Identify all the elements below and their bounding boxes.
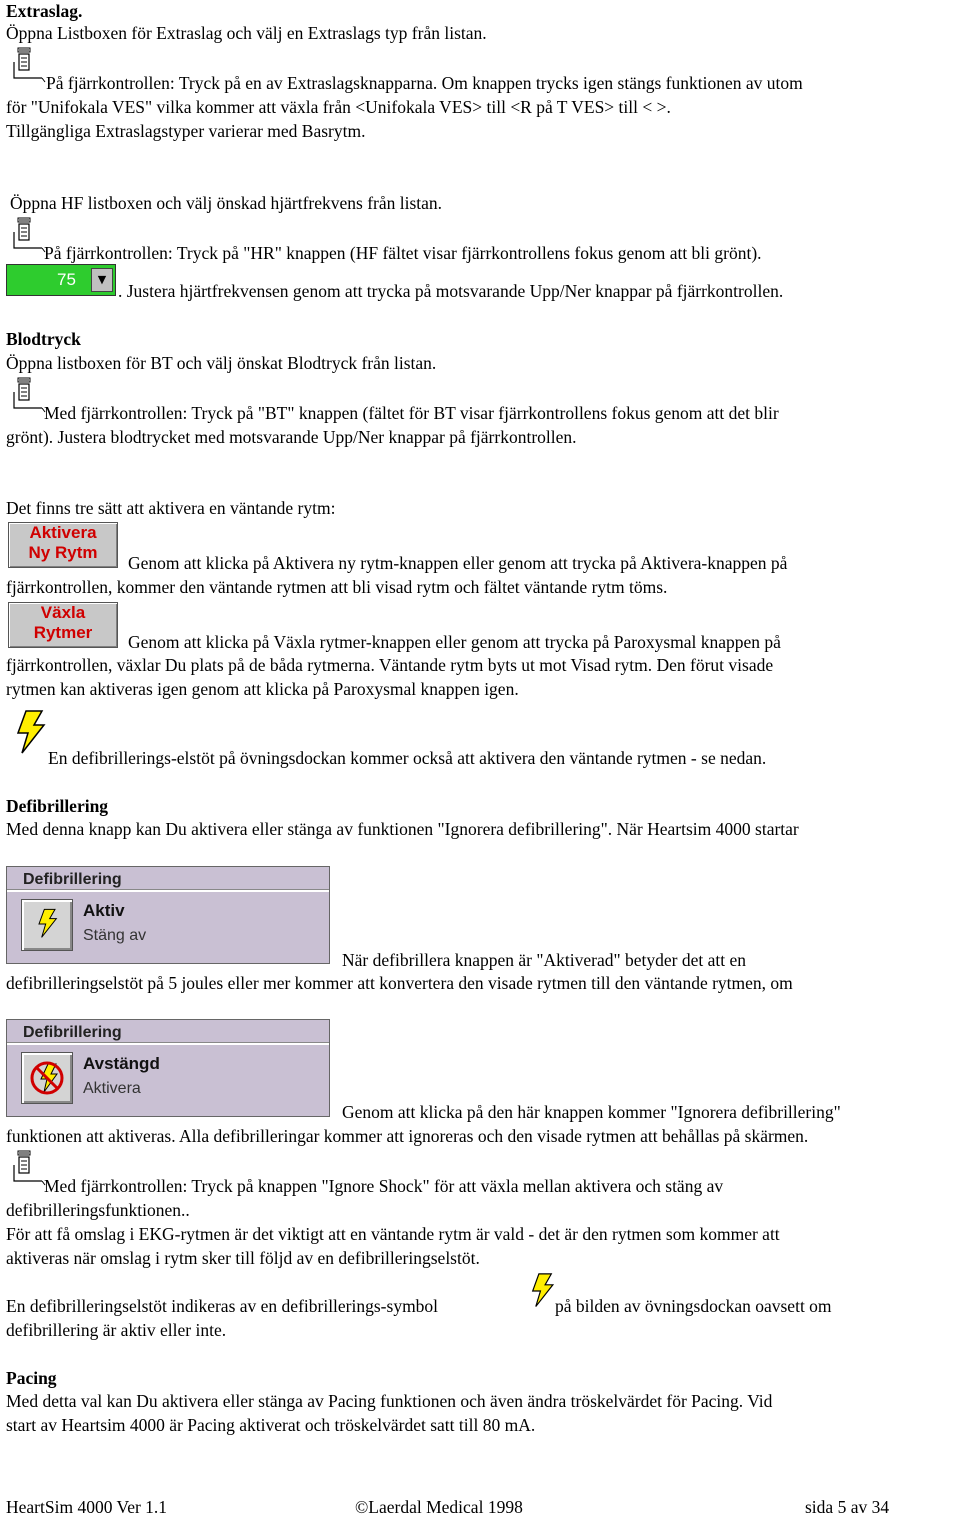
chevron-down-icon[interactable]: ▼ — [91, 268, 113, 292]
panel-action-label: Stäng av — [83, 927, 147, 944]
after-panel2-line2: funktionen att aktiveras. Alla defibrilleringar kommer att ignoreras och den visade rytmen att behållas på skärmen. — [6, 1126, 809, 1146]
rytm-intro: Det finns tre sätt att aktivera en väntande rytm: — [6, 498, 336, 518]
vaxla-line3: rytmen kan aktiveras igen genom att klicka på Paroxysmal knappen igen. — [6, 679, 519, 699]
panel-title: Defibrillering — [23, 1024, 122, 1041]
omslag-line2: aktiveras när omslag i rytm sker till följd av en defibrilleringselstöt. — [6, 1248, 480, 1268]
vaxla-rytmer-button[interactable] — [8, 602, 118, 648]
hr-field-value: 75 — [57, 270, 76, 289]
extraslag-heading: Extraslag. — [6, 1, 83, 21]
aktivera-line1: Genom att klicka på Aktivera ny rytm-knappen eller genom att trycka på Aktivera-knappen på — [128, 553, 788, 573]
no-shock-icon — [28, 1059, 66, 1097]
aktivera-ny-rytm-button[interactable] — [8, 522, 118, 568]
defib-remote-line2: defibrilleringsfunktionen.. — [6, 1200, 190, 1220]
vaxla-line1: Genom att klicka på Växla rytmer-knappen eller genom att trycka på Paroxysmal knappen på — [128, 632, 781, 652]
lightning-icon — [12, 700, 48, 766]
blodtryck-remote-line2: grönt). Justera blodtrycket med motsvarande Upp/Ner knappar på fjärrkontrollen. — [6, 427, 577, 447]
defib-panel-active — [6, 866, 330, 964]
pacing-line1: Med detta val kan Du aktivera eller stänga av Pacing funktionen och även ändra tröskelvärdet för Pacing. Vid — [6, 1391, 773, 1411]
pacing-line2: start av Heartsim 4000 är Pacing aktiverat och tröskelvärdet satt till 80 mA. — [6, 1415, 536, 1435]
symbol-line1b: på bilden av övningsdockan oavsett om — [555, 1296, 832, 1316]
extraslag-instruction: Öppna Listboxen för Extraslag och välj en Extraslags typ från listan. — [6, 23, 487, 43]
defib-activation-line: En defibrillerings-elstöt på övningsdockan kommer också att aktivera den väntande rytmen - se nedan. — [48, 748, 767, 768]
remote-control-icon — [12, 1149, 48, 1189]
remote-control-icon — [12, 216, 48, 256]
extraslag-remote-line1: På fjärrkontrollen: Tryck på en av Extraslagsknapparna. Om knappen trycks igen stängs funktionen av utom — [46, 73, 803, 93]
defib-panel-disabled — [6, 1019, 330, 1117]
panel-status-label: Aktiv — [83, 901, 125, 920]
footer-version: HeartSim 4000 Ver 1.1 — [6, 1497, 168, 1517]
hf-instruction: Öppna HF listboxen och välj önskad hjärtfrekvens från listan. — [10, 193, 443, 213]
footer-page-number: sida 5 av 34 — [805, 1497, 890, 1517]
after-panel1-line2: defibrilleringselstöt på 5 joules eller mer kommer att konvertera den visade rytmen till den väntande rytmen, om — [6, 973, 793, 993]
after-panel2-line1: Genom att klicka på den här knappen kommer "Ignorera defibrillering" — [342, 1102, 841, 1122]
panel-title: Defibrillering — [23, 871, 122, 888]
aktivera-button-line1: Aktivera — [29, 523, 97, 542]
panel-divider — [7, 889, 329, 892]
vaxla-button-line1: Växla — [40, 603, 86, 622]
blodtryck-heading: Blodtryck — [6, 329, 81, 349]
aktivera-button-line2: Ny Rytm — [28, 543, 98, 562]
extraslag-remote-line2: för "Unifokala VES" vilka kommer att växla från <Unifokala VES> till <R på T VES> till < >. — [6, 97, 671, 117]
symbol-line2: defibrillering är aktiv eller inte. — [6, 1320, 227, 1340]
defib-toggle-button[interactable] — [21, 899, 73, 951]
symbol-line1a: En defibrilleringselstöt indikeras av en defibrillerings-symbol — [6, 1296, 439, 1316]
blodtryck-instruction: Öppna listboxen för BT och välj önskat Blodtryck från listan. — [6, 353, 437, 373]
omslag-line1: För att få omslag i EKG-rytmen är det viktigt att en väntande rytm är vald - det är den rytmen som kommer att — [6, 1224, 780, 1244]
footer-copyright: ©Laerdal Medical 1998 — [355, 1497, 523, 1517]
aktivera-line2: fjärrkontrollen, kommer den väntande rytmen att bli visad rytm och fältet väntande rytm töms. — [6, 577, 668, 597]
blodtryck-remote-line1: Med fjärrkontrollen: Tryck på "BT" knappen (fältet för BT visar fjärrkontrollens fokus genom att det blir — [44, 403, 779, 423]
panel-divider — [7, 1042, 329, 1045]
panel-action-label: Aktivera — [83, 1080, 141, 1097]
defibrillering-heading: Defibrillering — [6, 796, 109, 816]
extraslag-remote-line3: Tillgängliga Extraslagstyper varierar med Basrytm. — [6, 121, 366, 141]
hr-field[interactable] — [6, 264, 116, 296]
lightning-icon — [35, 907, 59, 941]
vaxla-line2: fjärrkontrollen, växlar Du plats på de båda rytmerna. Väntande rytm byts ut mot Visad rytm. Den förut visade — [6, 655, 774, 675]
panel-status-label: Avstängd — [83, 1054, 160, 1073]
lightning-icon — [528, 1268, 556, 1314]
after-panel1-line1: När defibrillera knappen är "Aktiverad" betyder det att en — [342, 950, 746, 970]
hf-remote-line: På fjärrkontrollen: Tryck på "HR" knappen (HF fältet visar fjärrkontrollens fokus genom att bli grönt). — [44, 243, 762, 263]
defibrillering-line1: Med denna knapp kan Du aktivera eller stänga av funktionen "Ignorera defibrillering". När Heartsim 4000 startar — [6, 819, 799, 839]
hf-adjust-line: . Justera hjärtfrekvensen genom att trycka på motsvarande Upp/Ner knappar på fjärrkontrollen. — [118, 281, 784, 301]
pacing-heading: Pacing — [6, 1368, 57, 1388]
defib-remote-line1: Med fjärrkontrollen: Tryck på knappen "Ignore Shock" för att växla mellan aktivera och stäng av — [44, 1176, 724, 1196]
vaxla-button-line2: Rytmer — [33, 623, 93, 642]
remote-control-icon — [12, 46, 48, 86]
remote-control-icon — [12, 376, 48, 416]
defib-toggle-button[interactable] — [21, 1052, 73, 1104]
